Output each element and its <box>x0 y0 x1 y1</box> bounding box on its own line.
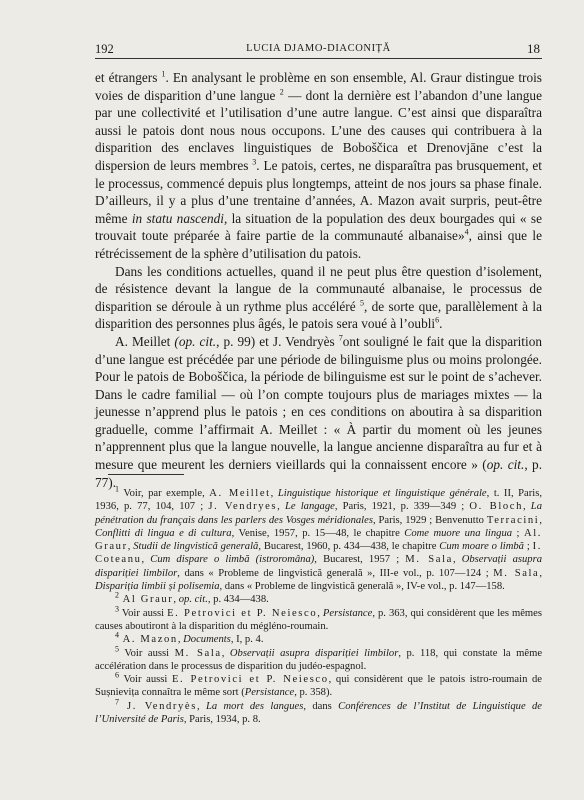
footnote-ref-2: 2 <box>279 87 284 97</box>
paragraph-2 <box>95 263 542 333</box>
page-number: 192 <box>95 42 114 56</box>
work-title: Observații asupra dispariției limbilor <box>95 554 543 579</box>
text-run: , Paris, 1929 ; Benvenutto <box>372 514 487 526</box>
text-run: , p. 99) et J. Vendryès <box>216 333 339 349</box>
text-run: , p. 358). <box>294 687 333 699</box>
work-title: Le langage <box>284 501 335 513</box>
author-name: I. Coteanu <box>95 541 543 566</box>
text-run: et étrangers <box>95 70 162 85</box>
footnote-ref-5: 5 <box>359 298 364 308</box>
work-title: Documents <box>183 634 231 646</box>
author-name: A. Meillet <box>209 488 271 499</box>
text-run: , <box>127 541 134 553</box>
text-run: , Paris, 1934, p. 8. <box>183 714 261 726</box>
text-run: , <box>196 700 206 712</box>
text-run: . Le patois, certes, ne disparaîtra pas brusquement, et le processus, commencé depuis plus longtemps, atteint de nos jours sa phase finale. D’ailleurs, il y a plus d’une trentaine d’années, A. Mazon avait surpris, peut-être même <box>95 157 542 226</box>
footnote-ref-1: 1 <box>161 69 166 79</box>
author-name: O. Bloch <box>469 501 523 513</box>
work-title: Observații asupra dispariției limbilor <box>229 647 399 659</box>
footnote-6 <box>95 670 543 700</box>
author-name: A. Mazon <box>119 634 178 646</box>
author-name: M. Sala <box>493 567 540 579</box>
text-run: Dans les conditions actuelles, quand il ne peut plus être question d’isolement, de résistence devant la langue de la communauté albanaise, le processus de disparition se déroule à un rythme plus accéléré <box>95 263 542 314</box>
footnote-1 <box>95 484 543 593</box>
text-run: , <box>452 554 462 566</box>
italic-text: op. cit. <box>486 457 525 473</box>
text-run: , dans « Probleme de lingvistică generală », III-e vol., p. 107—124 ; <box>177 567 494 579</box>
text-run: , <box>277 501 285 513</box>
author-name: M. Sala <box>174 647 222 659</box>
footnote-number: 7 <box>115 697 119 707</box>
author-name: Al Graur <box>119 594 174 606</box>
text-run: , Bucarest, 1957 ; <box>314 554 406 566</box>
footnote-3 <box>95 604 542 634</box>
author-name: J. Vendryès <box>119 700 197 712</box>
work-title: La mort des langues <box>205 700 304 712</box>
footnote-7 <box>95 697 543 727</box>
author-name: M. Sala <box>405 554 453 566</box>
text-run: , I, p. 4. <box>230 634 264 646</box>
text-run: , Venise, 1957, p. 15—48, le chapitre <box>231 527 405 539</box>
footnote-number: 5 <box>115 644 119 654</box>
footnote-ref-4: 4 <box>464 227 469 237</box>
footnote-number: 1 <box>115 484 119 494</box>
text-run: , <box>173 594 179 606</box>
text-run: , <box>317 607 323 619</box>
text-run: ; <box>512 527 524 539</box>
text-run: . En analysant le problème en son ensemble, Al. Graur distingue trois voies de disparition d’une langue <box>95 70 542 103</box>
work-title: Conférences de l’Institut de Linguistique de l’Université de Paris <box>95 700 543 726</box>
footnote-ref-7: 7 <box>338 333 343 343</box>
author-name: Terracini <box>486 514 540 526</box>
footnote-number: 4 <box>115 630 119 640</box>
text-run: Voir aussi <box>119 674 172 686</box>
footnote-5 <box>95 644 543 674</box>
work-title: Cum moare o limbă <box>439 541 524 553</box>
text-run: , <box>221 647 230 659</box>
text-run: , qui considèrent que le patois istro-roumain de Sușnievița connaîtra le même sort ( <box>95 674 543 699</box>
text-run: , p. 363, qui considèrent que les mêmes causes aboutiront à la disparition du mégléno-roumain. <box>95 607 542 632</box>
work-title: La pénétration du français dans les parlers des Vosges méridionales <box>95 501 542 526</box>
text-run: , Paris, 1921, p. 339—349 ; <box>334 501 470 513</box>
text-run: , la situation de la population des deux bourgades qui « se trouvait toute préparée à faire partie de la communauté albanaise» <box>95 210 542 244</box>
footnote-4 <box>95 630 542 646</box>
text-run: A. Meillet <box>115 333 175 349</box>
work-title: Studii de lingvistică generală <box>133 541 259 553</box>
text-run: Voir, par exemple, <box>119 488 210 499</box>
work-title: Come muore una lingua <box>404 527 513 539</box>
footnote-number: 3 <box>115 604 119 614</box>
footnote-ref-6: 6 <box>435 315 440 325</box>
text-run: , <box>177 634 184 646</box>
author-name: E. Petrovici et P. Neiesco <box>167 607 318 619</box>
text-run: ont souligné le fait que la disparition d’une langue est précédée par une période de bilinguisme plus ou moins prolongée. Pour le patois de Boboščica, la période de bilinguisme est sur le point de s’achever. Dans le cadre familial — où l’on compte toujours plus de mariages mixtes — la jeunesse n’apprend plus le patois ; en ces conditions on aboutira à sa disparition graduelle, comme l’affirmait A. Meillet : « À partir du moment où les jeunes n’apprennent plus que la langue nouvelle, la langue ancienne disparaîtra au fur et à mesure que meurent les derniers vieillards qui la connaissent encore » ( <box>95 333 542 473</box>
folio-number: 18 <box>527 41 540 56</box>
text-run: . <box>439 316 443 332</box>
footnote-ref-3: 3 <box>252 157 257 167</box>
work-title: Conflitti di lingua e di cultura <box>95 527 232 539</box>
footnote-number: 2 <box>115 590 119 600</box>
header-rule <box>95 58 542 59</box>
italic-text: (op. cit. <box>174 333 217 349</box>
footnotes <box>95 484 543 726</box>
work-title: Persistance <box>322 607 373 619</box>
italic-text: in statu nascendi <box>131 210 224 226</box>
work-title: Linguistique historique et linguistique générale <box>277 488 487 499</box>
text-run: , dans <box>303 700 339 712</box>
work-title: Dispariția limbii și polisemia <box>95 581 220 593</box>
author-name: E. Petrovici et P. Neiesco <box>171 674 329 686</box>
text-run: , <box>141 554 151 566</box>
text-run: , p. 434—438. <box>207 594 269 606</box>
text-run: , ainsi que le rétrécissement de la sphère d’utilisation du patois. <box>95 228 542 261</box>
text-run: , <box>539 567 542 579</box>
work-title: op. cit. <box>178 594 208 606</box>
footnote-separator <box>108 474 184 475</box>
text-run: Voir aussi <box>119 607 168 619</box>
text-run: , <box>270 488 278 499</box>
text-run: , p. 77). <box>95 457 543 490</box>
text-run: , <box>539 514 543 526</box>
text-run: , t. II, Paris, 1936, p. 77, 104, 107 ; <box>95 488 542 513</box>
text-run: , dans « Probleme de lingvistică generală », IV-e vol., p. 147—158. <box>219 581 505 593</box>
text-run: , p. 118, qui constate la même accélération dans le processus de disparition du judéo-espagnol. <box>95 647 543 672</box>
text-run: , Bucarest, 1960, p. 434—438, le chapitre <box>258 541 440 553</box>
text-run: ; <box>523 541 533 553</box>
text-run: , de sorte que, parallèlement à la disparition des personnes plus âgés, le patois sera voué à l’oubli <box>95 298 542 332</box>
paragraph-1 <box>95 69 542 263</box>
text-run: , <box>522 501 531 513</box>
page-header <box>95 38 542 60</box>
footnote-2 <box>95 590 542 606</box>
author-name: Al. Graur <box>95 527 542 553</box>
footnote-number: 6 <box>115 670 119 680</box>
work-title: Persistance <box>244 687 295 699</box>
text-run: — dont la dernière est l’abandon d’une langue par une collectivité et l’utilisation d’une autre langue. C’est ainsi que disparaîtra aussi le patois dont nous nous occupons. L’une des causes qui contribuera à la disparition des enclaves linguistiques de Boboščica et Drenovjāne c’est la dispersion de leurs membres <box>95 87 542 173</box>
running-title: LUCIA DJAMO-DIACONIȚĂ <box>246 43 391 54</box>
text-run: Voir aussi <box>119 647 175 659</box>
author-name: J. Vendryes <box>208 501 278 513</box>
work-title: Cum dispare o limbă (istroromâna) <box>150 554 315 566</box>
